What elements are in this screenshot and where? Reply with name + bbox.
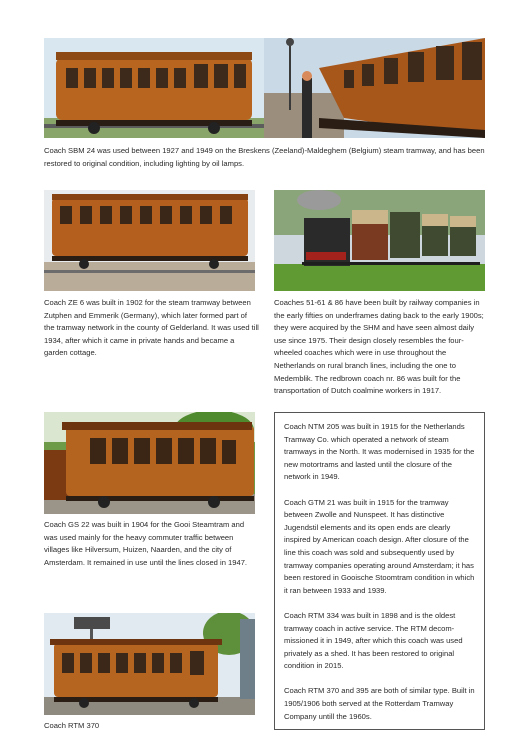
photo-coach-rtm370 [44,613,255,715]
caption-ze6: Coach ZE 6 was built in 1902 for the steam tramway between Zutphen and Emmerik (Germany), which later formed part of the tramway network in the county of Gelderland. It was used till 1934, after which it came in private hands and became a garden cottage. [44,298,259,358]
info-ntm205: Coach NTM 205 was built in 1915 for the Netherlands Tramway Co. which operated a network of steam tramways in the North. It was modernised in 1935 for the new motortrams and lasted until the closure of the network in 1949. [284,422,475,482]
caption-gs22: Coach GS 22 was built in 1904 for the Gooi Steamtram and was used mainly for the heavy commuter traffic between villages like Hilversum, Huizen, Naarden, and the city of Amsterdam. It remained in use until the lines closed in 1947. [44,520,248,567]
caption-coaches-51-61-86: Coaches 51-61 & 86 have been built by railway companies in the early fifties on underframes dating back to the early 1900s; they were acquired by the SHM and have seen almost daily use since 1975. Their design closely resembles the four-wheeled coaches which were in use throughout the Netherlands on rural branch lines, including the one to Medemblik. The redbrown coach nr. 86 was built for the transportation of Dutch coalmine workers in 1917. [274,298,484,396]
info-box [274,412,485,730]
photo-coach-sbm24 [44,38,485,138]
photo-coaches-51-61-86 [274,190,485,291]
info-gtm21: Coach GTM 21 was built in 1915 for the tramway between Zwolle and Nunspeet. It has distinctive Jugendstil elements and its open ends are clearly inspired by American coach design. After closure of the line this coach was sold and subsequently used by tramway companies operating around Amsterdam; it has been restored in Gooische Stoomtram condition in which it ran between 1933 and 1939. [284,497,475,595]
caption-rtm370: Coach RTM 370 [44,721,100,730]
info-rtm370-395: Coach RTM 370 and 395 are both of similar type. Built in 1905/1906 both served at the Rotterdam Tramway Company untill the 1960s. [284,686,475,721]
photo-coach-ze6 [44,190,255,291]
photo-coach-gs22 [44,412,255,514]
info-rtm334: Coach RTM 334 was built in 1898 and is the oldest tramway coach in active service. The RTM decom-missioned it in 1949, after which this coach was used privately as a shed. It has been restored to original condition in 2015. [284,610,463,671]
caption-sbm24: Coach SBM 24 was used between 1927 and 1949 on the Breskens (Zeeland)-Maldeghem (Belgium) steam tramway, and has been restored to original condition, including lighting by oil lamps. [44,146,485,168]
